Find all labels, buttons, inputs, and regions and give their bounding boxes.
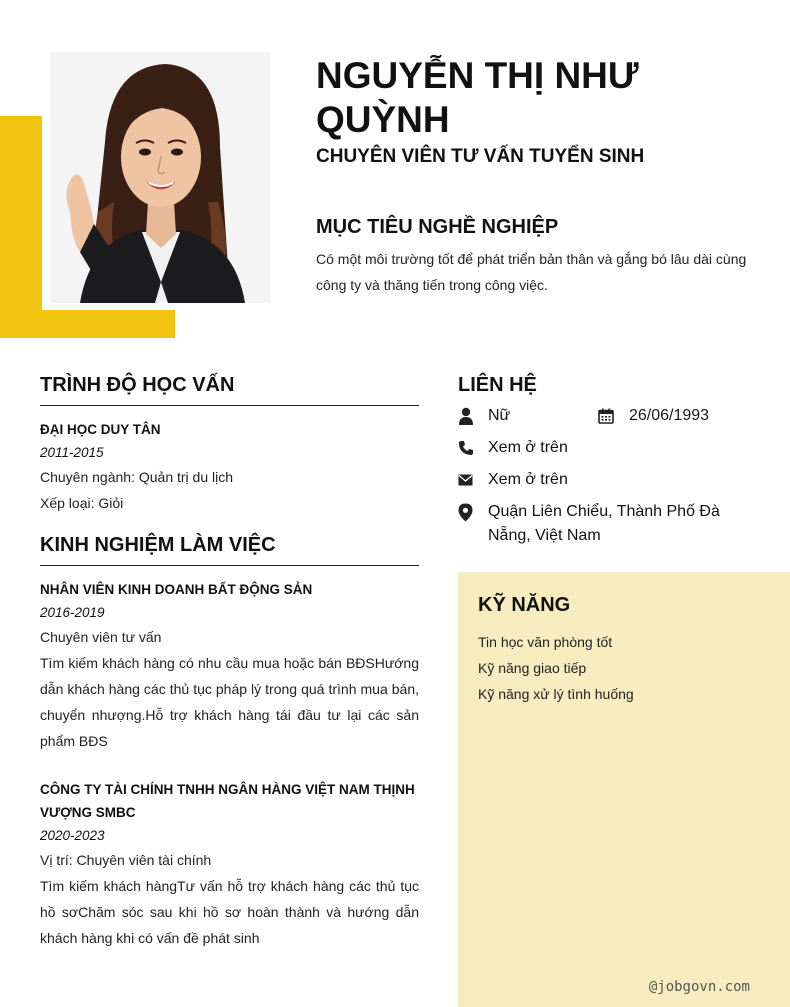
person-icon <box>458 404 488 428</box>
profile-photo <box>50 52 271 303</box>
contact-phone-row <box>458 436 568 460</box>
accent-bar-horizontal <box>0 310 175 338</box>
email-value: Xem ở trên <box>488 471 568 488</box>
mail-icon <box>458 468 488 492</box>
experience-period: 2020-2023 <box>40 828 105 843</box>
skill-item: Tin học văn phòng tốt <box>478 634 613 650</box>
phone-icon <box>458 436 488 460</box>
education-item <box>40 418 419 516</box>
skill-item: Kỹ năng giao tiếp <box>478 660 587 676</box>
experience-title: NHÂN VIÊN KINH DOANH BẤT ĐỘNG SẢN <box>40 582 313 597</box>
experience-item <box>40 778 419 951</box>
experience-role: Chuyên viên tư vấn <box>40 629 162 645</box>
experience-heading: KINH NGHIỆM LÀM VIỆC <box>40 534 419 566</box>
education-major: Chuyên ngành: Quản trị du lịch <box>40 469 234 485</box>
dob-value: 26/06/1993 <box>629 407 710 424</box>
experience-description: Tìm kiếm khách hàngTư vấn hỗ trợ khách hàng các thủ tục hồ sơChăm sóc sau khi hồ sơ hoàn thành và hướng dẫn khách hàng khi có vấn đề phát sinh <box>40 878 419 946</box>
objective-heading: MỤC TIÊU NGHỀ NGHIỆP <box>316 216 559 238</box>
location-pin-icon <box>458 500 488 524</box>
phone-value: Xem ở trên <box>488 439 568 456</box>
experience-title: CÔNG TY TÀI CHÍNH TNHH NGÂN HÀNG VIỆT NAM THỊNH VƯỢNG SMBC <box>40 782 415 820</box>
calendar-icon <box>598 404 629 428</box>
contact-address-row <box>458 500 738 548</box>
contact-gender-row <box>458 404 510 428</box>
job-title: CHUYÊN VIÊN TƯ VẤN TUYỂN SINH <box>316 146 645 167</box>
accent-bar-vertical <box>0 116 42 338</box>
gender-value: Nữ <box>488 407 511 424</box>
education-grade: Xếp loại: Giỏi <box>40 495 124 511</box>
address-value: Quận Liên Chiểu, Thành Phố Đà Nẵng, Việt Nam <box>488 503 720 544</box>
experience-description: Tìm kiếm khách hàng có nhu cầu mua hoặc bán BĐSHướng dẫn khách hàng các thủ tục pháp lý trong quá trình mua bán, chuyển nhượng.Hỗ trợ khách hàng tái đầu tư lại các sản phẩm BĐS <box>40 655 419 749</box>
watermark: @jobgovn.com <box>648 979 750 995</box>
contact-heading: LIÊN HỆ <box>458 374 537 396</box>
skills-heading: KỸ NĂNG <box>478 594 571 616</box>
experience-role: Vị trí: Chuyên viên tài chính <box>40 852 212 868</box>
skills-panel <box>458 572 790 1007</box>
contact-dob-row <box>598 404 709 428</box>
school-name: ĐẠI HỌC DUY TÂN <box>40 422 161 437</box>
objective-text: Có một môi trường tốt để phát triển bản thân và gắng bó lâu dài cùng công ty và thăng tiến trong công việc. <box>316 251 747 293</box>
profile-photo-frame <box>42 50 274 310</box>
experience-period: 2016-2019 <box>40 605 105 620</box>
candidate-name: NGUYỄN THỊ NHƯ QUỲNH <box>316 55 639 140</box>
left-column <box>40 374 419 965</box>
contact-email-row <box>458 468 568 492</box>
education-heading: TRÌNH ĐỘ HỌC VẤN <box>40 374 419 406</box>
education-period: 2011-2015 <box>40 445 104 460</box>
experience-item <box>40 578 419 754</box>
skill-item: Kỹ năng xử lý tình huống <box>478 686 634 702</box>
